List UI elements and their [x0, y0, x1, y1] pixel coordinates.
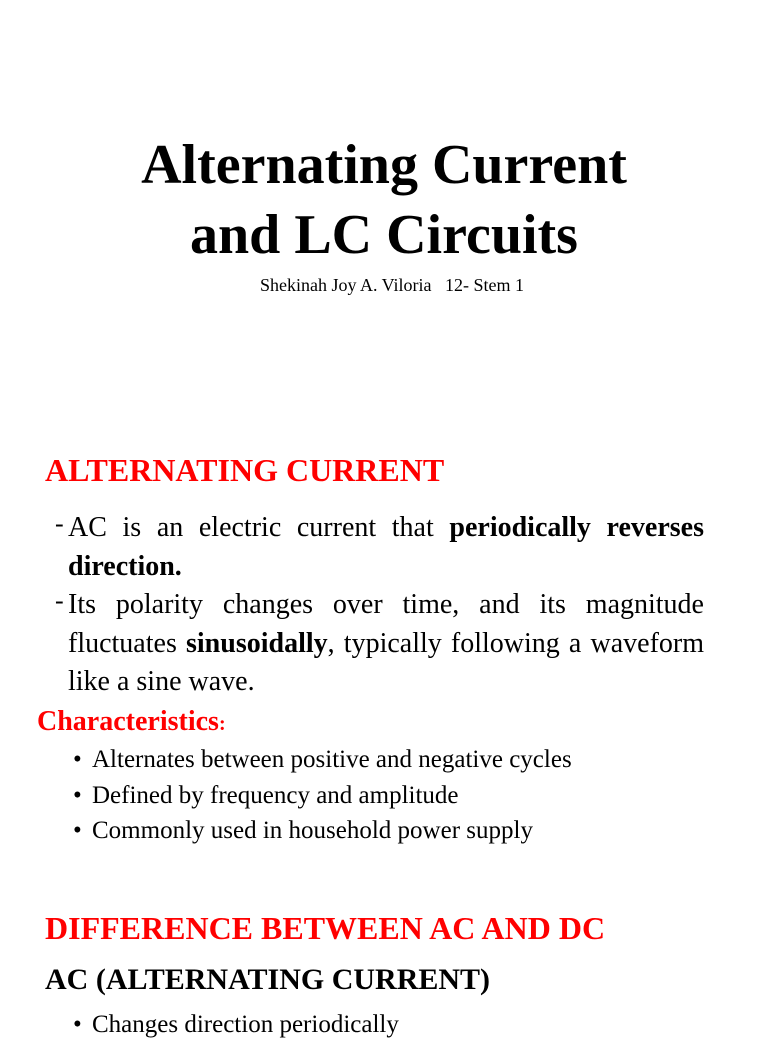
list-item	[73, 778, 572, 814]
alternating-current-heading: ALTERNATING CURRENT	[45, 452, 445, 488]
characteristic-text: Commonly used in household power supply	[92, 817, 533, 844]
ac-definition-item-1	[55, 509, 704, 586]
ac-definition-1-bold: periodically reverses direction.	[68, 512, 704, 582]
characteristics-list	[73, 742, 572, 849]
slide-title-line-1: Alternating Current	[141, 134, 627, 196]
bullet-dot-icon: •	[73, 1011, 82, 1038]
list-item	[73, 813, 572, 849]
list-item	[73, 1007, 399, 1043]
ac-definition-1-text: AC is an electric current that	[68, 512, 450, 543]
bullet-dot-icon: •	[73, 817, 82, 844]
characteristics-heading-text: Characteristics	[37, 706, 219, 737]
ac-difference-text: Changes direction periodically	[92, 1011, 399, 1038]
bullet-dot-icon: •	[73, 781, 82, 809]
characteristic-text: Alternates between positive and negative cycles	[92, 746, 572, 773]
ac-definition-item-2	[55, 586, 705, 702]
bullet-dot-icon: •	[73, 746, 82, 773]
dash-bullet-icon: -	[55, 586, 64, 615]
slide-title-line-2: and LC Circuits	[190, 204, 578, 266]
ac-definition-2-suffix: , typically following a waveform like a sine wave.	[68, 627, 705, 697]
ac-subheading: AC (ALTERNATING CURRENT)	[45, 963, 491, 996]
ac-definition-2-bold: sinusoidally	[186, 627, 328, 659]
dash-bullet-icon: -	[55, 509, 64, 538]
ac-definition-2-text: Its polarity changes over time, and its magnitude fluctuates	[68, 589, 704, 659]
slide-title	[0, 130, 768, 270]
author-subtitle: Shekinah Joy A. Viloria 12- Stem 1	[259, 275, 525, 295]
list-item	[73, 742, 572, 778]
characteristic-text: Defined by frequency and amplitude	[92, 781, 459, 809]
characteristics-heading-colon: :	[218, 713, 226, 735]
difference-heading: DIFFERENCE BETWEEN AC AND DC	[45, 910, 606, 946]
ac-difference-list	[73, 1007, 399, 1043]
characteristics-heading	[37, 706, 226, 738]
ac-definition-list	[55, 509, 705, 702]
